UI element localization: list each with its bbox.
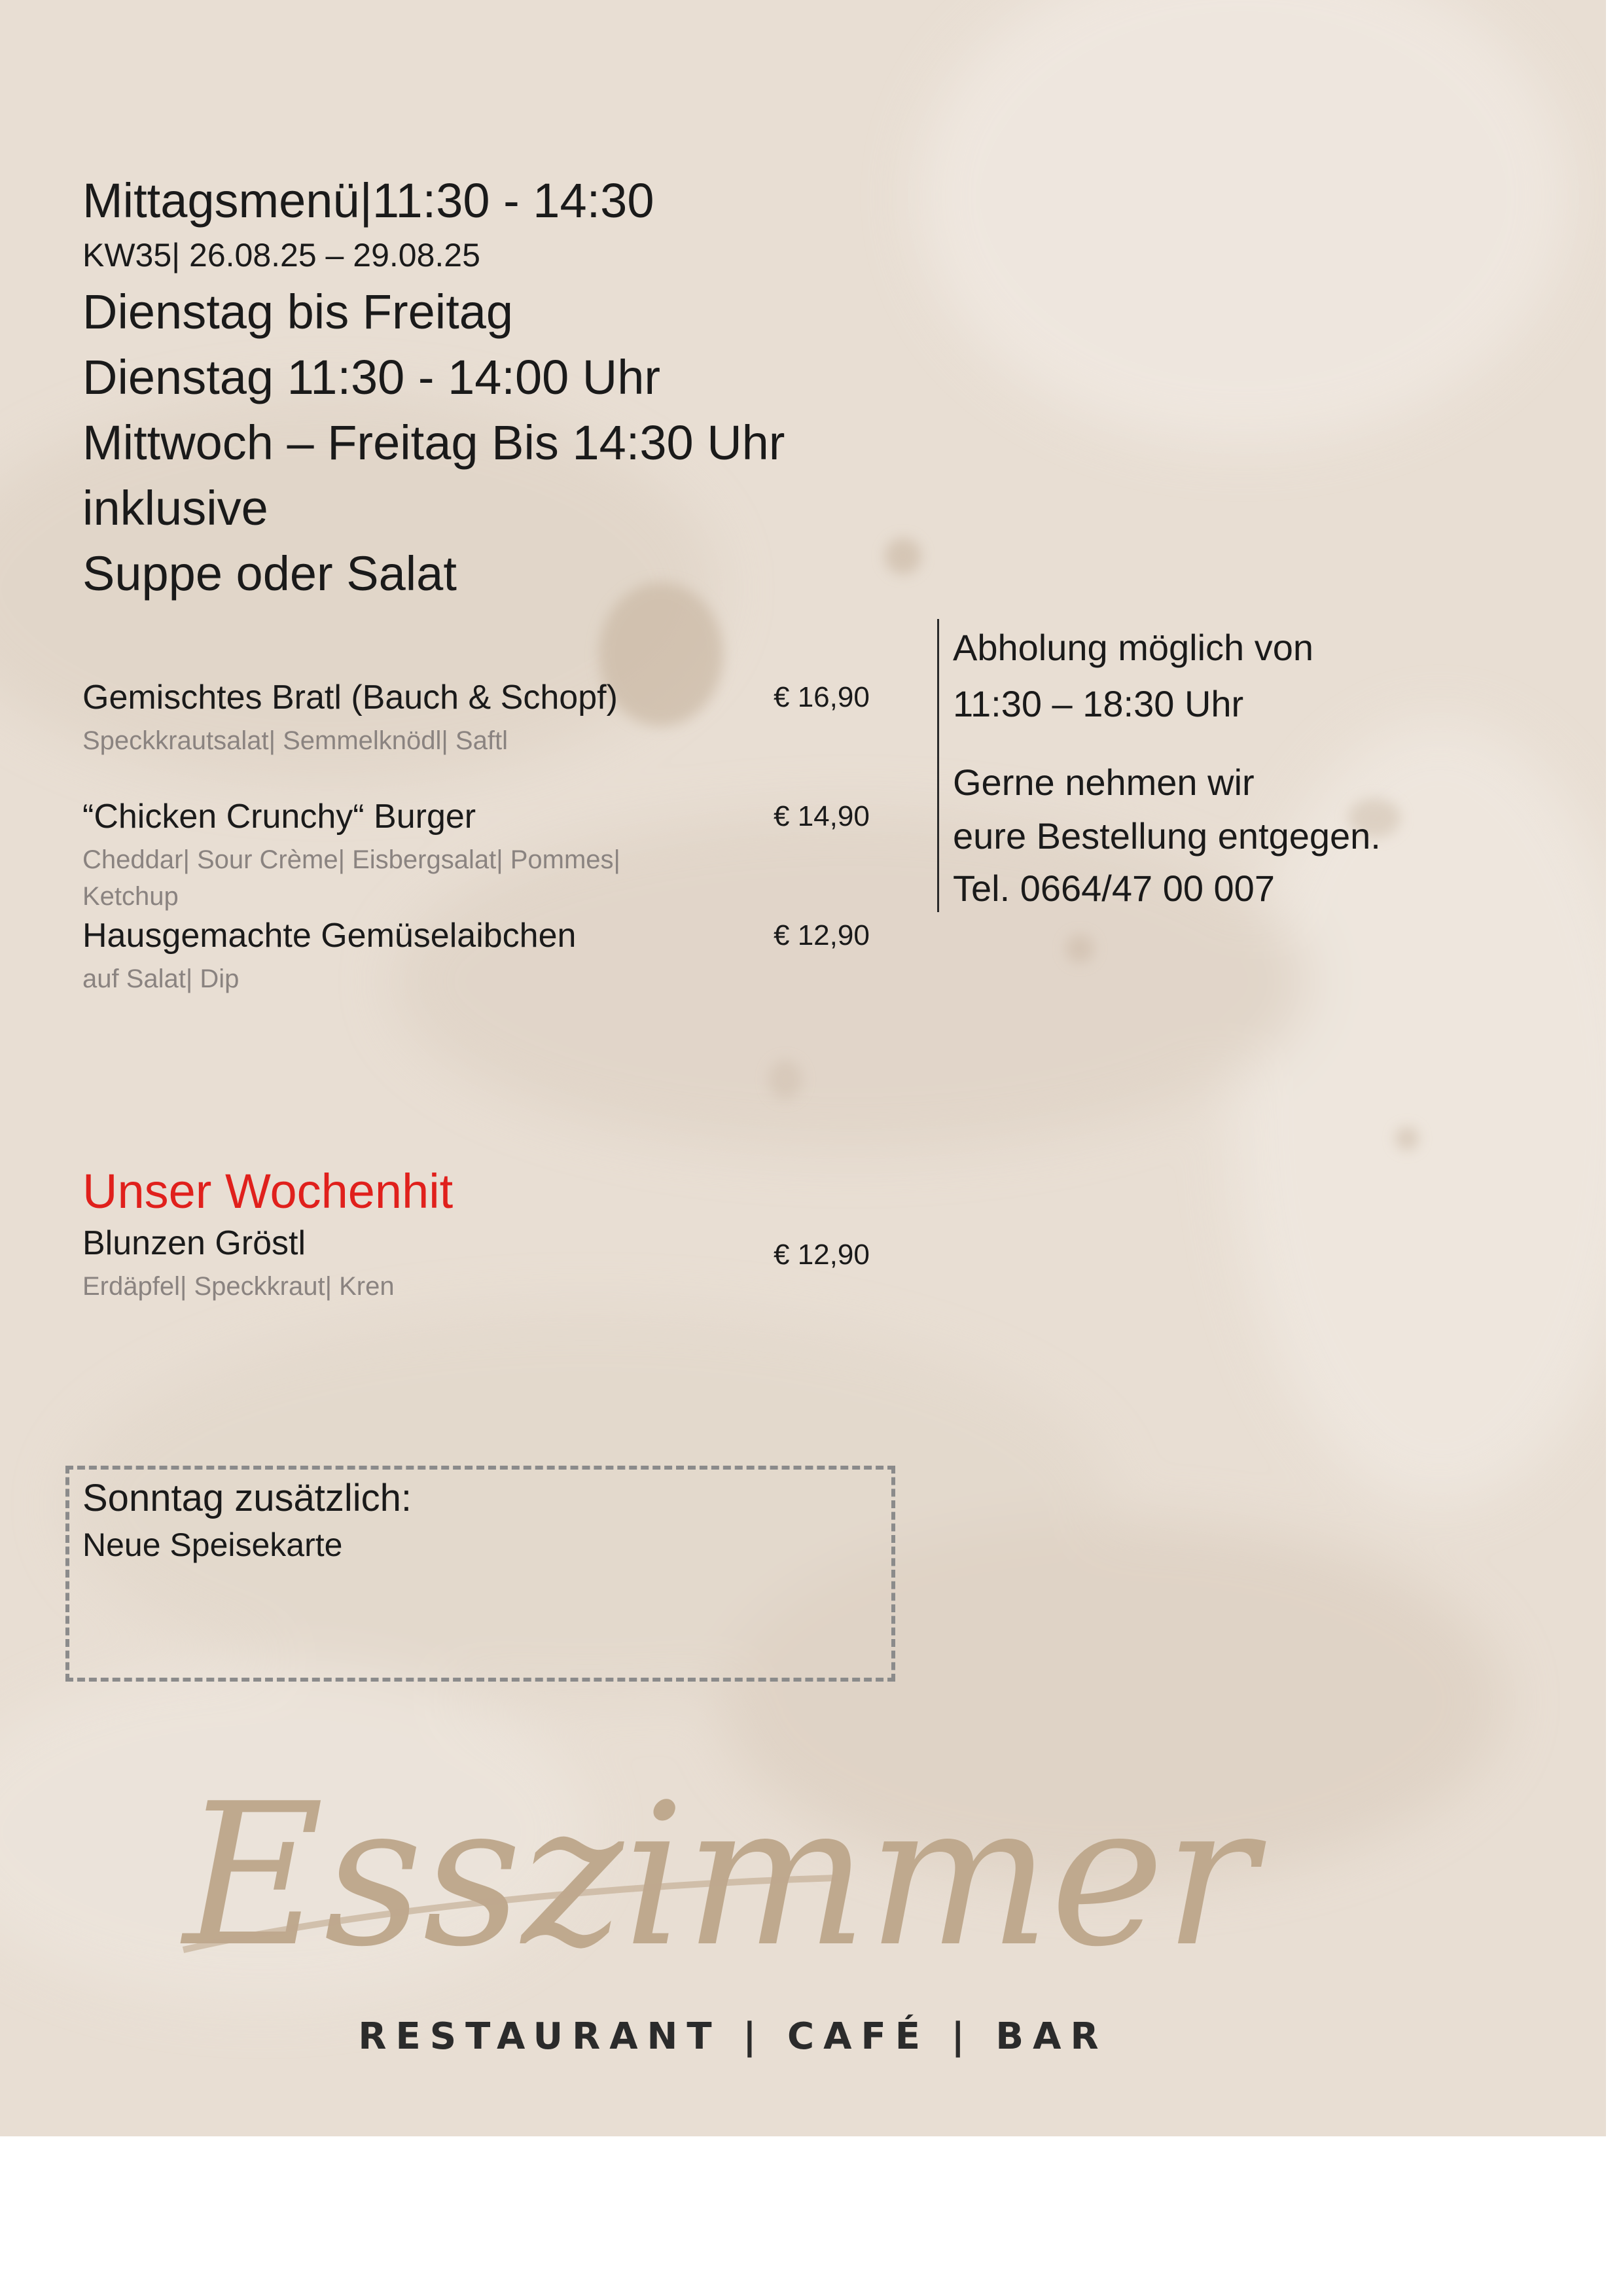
order-line: Gerne nehmen wir (953, 762, 1255, 803)
sunday-text: Neue Speisekarte (82, 1527, 343, 1563)
menu-item-description: Cheddar| Sour Crème| Eisbergsalat| Pommes| (82, 845, 620, 874)
menu-item-name: Gemischtes Bratl (Bauch & Schopf) (82, 679, 618, 716)
inclusive-label: inklusive (82, 481, 268, 535)
svg-text:Esszimmer: Esszimmer (180, 1761, 1267, 1990)
phone-number[interactable]: Tel. 0664/47 00 007 (953, 868, 1275, 909)
divider-line (937, 619, 939, 912)
weekly-hit-description: Erdäpfel| Speckkraut| Kren (82, 1272, 395, 1301)
menu-item-name: Hausgemachte Gemüselaibchen (82, 917, 577, 955)
menu-item-description: Speckkrautsalat| Semmelknödl| Saftl (82, 726, 508, 755)
menu-item-description: Ketchup (82, 882, 179, 911)
sunday-heading: Sonntag zusätzlich: (82, 1477, 412, 1519)
menu-title: Mittagsmenü|11:30 - 14:30 (82, 173, 654, 228)
menu-item-price: € 12,90 (774, 919, 870, 951)
esszimmer-logo (157, 1727, 1296, 2002)
wed-fri-hours: Mittwoch – Freitag Bis 14:30 Uhr (82, 415, 785, 470)
soup-salad-label: Suppe oder Salat (82, 546, 457, 601)
pickup-line: Abholung möglich von (953, 627, 1314, 668)
weekly-hit-price: € 12,90 (774, 1239, 870, 1271)
logo-tagline: RESTAURANT | CAFÉ | BAR (358, 2015, 1108, 2058)
menu-item-price: € 16,90 (774, 681, 870, 713)
menu-item-name: “Chicken Crunchy“ Burger (82, 798, 476, 836)
weekly-hit-heading: Unser Wochenhit (82, 1164, 454, 1218)
menu-item-price: € 14,90 (774, 800, 870, 832)
menu-item-description: auf Salat| Dip (82, 964, 240, 993)
pickup-hours: 11:30 – 18:30 Uhr (953, 683, 1244, 724)
tuesday-hours: Dienstag 11:30 - 14:00 Uhr (82, 350, 661, 404)
order-line: eure Bestellung entgegen. (953, 815, 1381, 857)
week-dates: KW35| 26.08.25 – 29.08.25 (82, 237, 480, 274)
weekly-hit-name: Blunzen Gröstl (82, 1224, 306, 1262)
days-heading: Dienstag bis Freitag (82, 285, 514, 339)
